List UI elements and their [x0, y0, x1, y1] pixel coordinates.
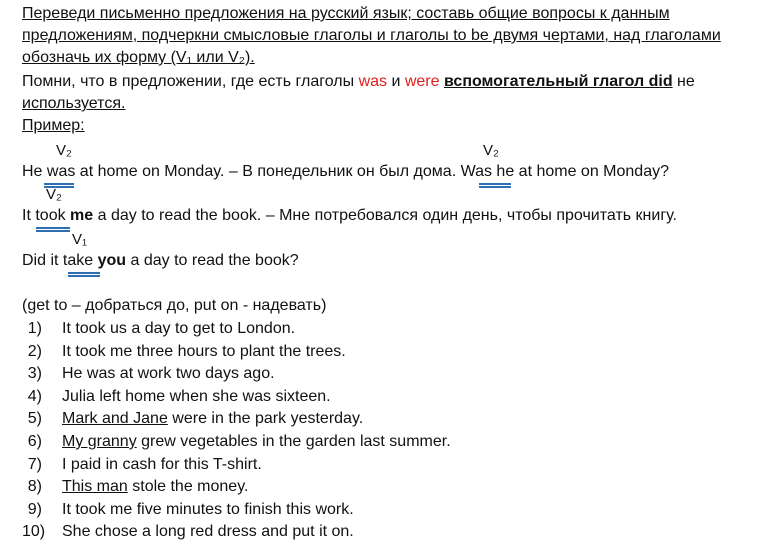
note-suffix: не	[672, 73, 695, 90]
list-item	[22, 342, 346, 362]
underlined-subject: This man	[62, 478, 128, 496]
note-line-1	[22, 72, 695, 92]
instruction-line-2: предложениям, подчеркни смысловые глаголы и глаголы to be двумя чертами, над глаголами	[22, 27, 721, 44]
item-text: were in the park yesterday.	[167, 410, 364, 428]
item-number: 8)	[27, 478, 42, 496]
underlined-subject: My granny	[62, 433, 137, 450]
pronoun-me: me	[70, 207, 94, 224]
example-label: Пример:	[22, 117, 85, 134]
instruction-line-3: обозначь их форму (V₁ или V₂).	[22, 49, 255, 66]
note-were: were	[404, 73, 440, 90]
double-underline	[479, 183, 511, 188]
list-item	[22, 522, 354, 542]
item-number: 10)	[22, 523, 46, 541]
list-item	[22, 364, 275, 384]
vocabulary-hint: (get to – добраться до, put on - надевать)	[22, 297, 327, 314]
note-suffix-2: используется.	[22, 95, 126, 112]
list-item	[22, 500, 354, 520]
list-item	[22, 455, 262, 475]
note-line-2	[22, 94, 125, 114]
list-item	[22, 319, 295, 339]
item-number: 4)	[27, 387, 42, 405]
list-item	[22, 432, 451, 452]
form-mark-v2: V₂	[56, 142, 72, 159]
item-text: I paid in cash for this T-shirt.	[62, 455, 262, 473]
item-number: 9)	[27, 500, 42, 518]
item-text: grew vegetables in the garden last summer.	[136, 433, 451, 450]
list-item	[22, 387, 331, 407]
item-number: 1)	[27, 320, 42, 337]
verb-take: take	[62, 252, 94, 269]
example-sentence-2: It took me a day to read the book. – Мне потребовался один день, чтобы прочитать книгу.	[22, 207, 677, 224]
form-mark-v1: V₁	[72, 231, 88, 248]
form-mark-v2: V₂	[483, 142, 499, 159]
list-item	[22, 477, 248, 497]
item-number: 5)	[27, 410, 42, 428]
verb-was: was	[46, 163, 76, 180]
item-text: It took us a day to get to London.	[62, 320, 296, 337]
instruction-line-1: Переведи письменно предложения на русский язык; составь общие вопросы к данным	[22, 5, 670, 22]
underlined-subject: Mark and Jane	[62, 410, 168, 428]
note-was: was	[358, 73, 388, 90]
pronoun-you: you	[97, 252, 127, 269]
note-prefix: Помни, что в предложении, где есть глаголы	[22, 73, 359, 90]
item-number: 6)	[27, 433, 42, 450]
item-number: 3)	[27, 365, 42, 383]
form-mark-v2: V₂	[46, 186, 62, 203]
item-number: 2)	[27, 342, 42, 360]
example-sentence-3: Did it take you a day to read the book?	[22, 252, 299, 269]
note-bold: вспомогательный глагол did	[443, 73, 673, 90]
double-underline	[68, 272, 100, 277]
item-text: He was at work two days ago.	[62, 365, 275, 383]
note-and: и	[387, 73, 405, 90]
item-text: stole the money.	[127, 478, 249, 496]
item-text: Julia left home when she was sixteen.	[62, 387, 331, 405]
item-text: It took me five minutes to finish this work.	[62, 500, 354, 518]
double-underline	[36, 227, 70, 232]
list-item	[22, 409, 363, 429]
verb-took: took	[35, 207, 66, 224]
verb-was-question: Was	[460, 163, 492, 180]
item-text: She chose a long red dress and put it on.	[62, 523, 354, 541]
item-text: It took me three hours to plant the trees.	[62, 342, 346, 360]
item-number: 7)	[27, 455, 42, 473]
example-sentence-1: He was at home on Monday. – В понедельник он был дома. Was he at home on Monday?	[22, 163, 669, 180]
